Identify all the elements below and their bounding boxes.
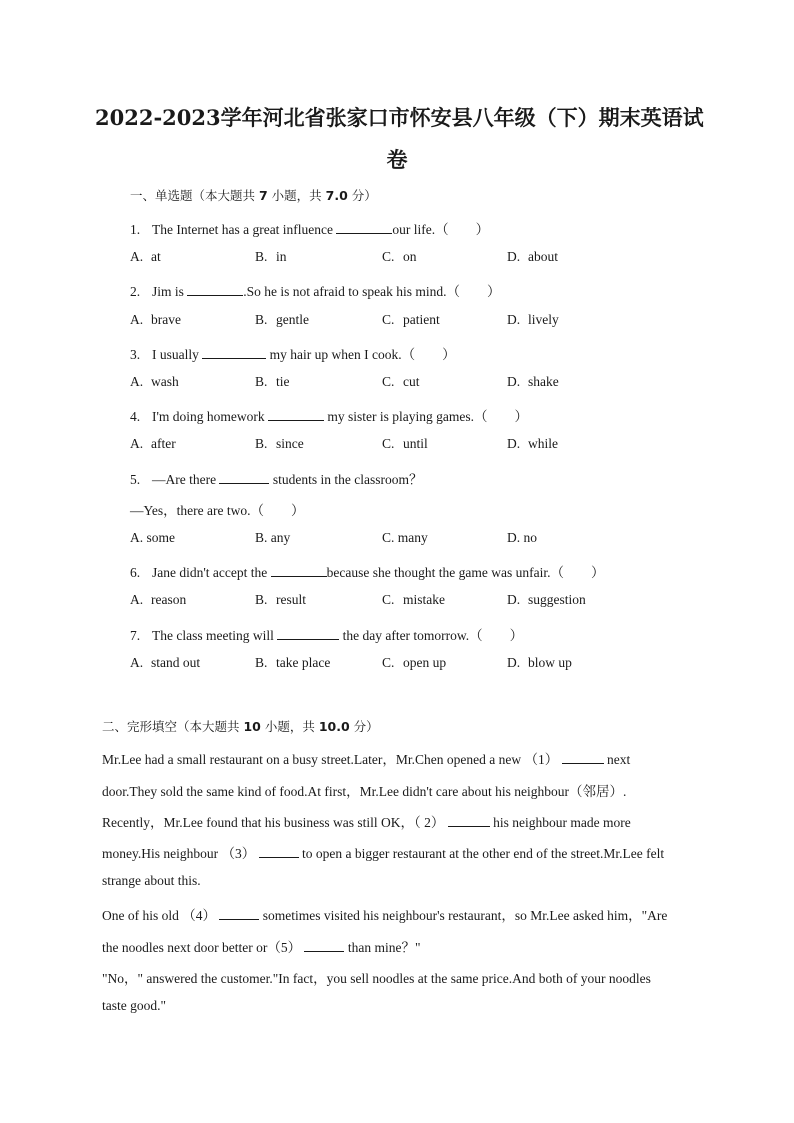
- section-1-score: 7.0: [325, 188, 348, 203]
- passage-text: Recently，Mr.Lee found that his business was still OK，（ 2）: [102, 815, 448, 830]
- passage-text: the noodles next door better or（5）: [102, 940, 305, 955]
- passage-line-7: [102, 936, 420, 956]
- option-letter: C.: [382, 436, 395, 451]
- option-letter: A.: [130, 249, 144, 264]
- option-text: some: [146, 530, 175, 545]
- passage-line-3: [102, 811, 631, 831]
- option-text: wash: [151, 374, 179, 389]
- question-text: —Are there: [152, 472, 220, 487]
- option-letter: A.: [130, 374, 144, 389]
- option-text: while: [528, 436, 558, 451]
- question-2: [130, 280, 501, 300]
- question-text: Jim is: [152, 284, 188, 299]
- question-number: 4.: [130, 409, 141, 424]
- option-text: patient: [403, 312, 440, 327]
- answer-blank: [336, 221, 392, 234]
- section-1-count: 7: [258, 188, 268, 203]
- cloze-blank-3: [259, 845, 299, 858]
- passage-text: door.They sold the same kind of food.At first，Mr.Lee didn't care about his neighbour（邻居）.: [102, 784, 627, 799]
- section-2-heading-prefix: 二、完形填空（本大题共: [102, 719, 244, 734]
- section-2-heading: [102, 717, 379, 735]
- answer-blank: [187, 283, 243, 296]
- question-5: [130, 468, 422, 488]
- question-number: 7.: [130, 628, 141, 643]
- section-1-heading: [130, 186, 377, 204]
- option-letter: D.: [507, 592, 521, 607]
- option-text: at: [151, 249, 161, 264]
- option-letter: D.: [507, 436, 521, 451]
- option-text: no: [523, 530, 537, 545]
- option-text: about: [528, 249, 558, 264]
- option-letter: C.: [382, 374, 395, 389]
- option-d: [507, 374, 559, 390]
- option-text: cut: [403, 374, 420, 389]
- answer-blank: [219, 471, 269, 484]
- passage-text: than mine？": [344, 940, 421, 955]
- option-letter: A.: [130, 530, 144, 545]
- passage-line-8: [102, 967, 651, 987]
- option-letter: B.: [255, 249, 268, 264]
- question-text: because she thought the game was unfair.（ ）: [326, 565, 605, 580]
- option-text: in: [276, 249, 287, 264]
- option-text: reason: [151, 592, 187, 607]
- option-b: [255, 249, 287, 265]
- option-text: shake: [528, 374, 559, 389]
- cloze-blank-1: [562, 751, 604, 764]
- option-b: [255, 592, 306, 608]
- option-letter: B.: [255, 436, 268, 451]
- section-2-count: 10: [243, 719, 261, 734]
- cloze-blank-2: [448, 814, 490, 827]
- option-text: many: [397, 530, 428, 545]
- option-letter: C.: [382, 312, 395, 327]
- passage-line-6: [102, 904, 667, 924]
- section-1-heading-suffix: 分）: [347, 188, 377, 203]
- option-d: [507, 436, 558, 452]
- option-letter: A.: [130, 436, 144, 451]
- option-letter: C.: [382, 249, 395, 264]
- option-text: suggestion: [528, 592, 586, 607]
- cloze-blank-5: [304, 939, 344, 952]
- passage-text: taste good.": [102, 998, 166, 1013]
- option-letter: D.: [507, 374, 521, 389]
- option-letter: B.: [255, 530, 268, 545]
- option-text: tie: [276, 374, 290, 389]
- question-text: my sister is playing games.（ ）: [324, 409, 529, 424]
- passage-text: Mr.Lee had a small restaurant on a busy street.Later，Mr.Chen opened a new （1）: [102, 752, 562, 767]
- cloze-blank-4: [219, 907, 259, 920]
- section-1-heading-prefix: 一、单选题（本大题共: [130, 188, 259, 203]
- option-a: [130, 436, 176, 452]
- passage-text: sometimes visited his neighbour's restaurant，so Mr.Lee asked him，"Are: [259, 908, 668, 923]
- exam-title-line-2: 卷: [386, 147, 408, 172]
- passage-line-2: [102, 780, 626, 800]
- option-c: [382, 592, 445, 608]
- option-c: [382, 436, 428, 452]
- question-3: [130, 343, 456, 363]
- option-b: [255, 312, 309, 328]
- option-text: open up: [403, 655, 447, 670]
- option-letter: C.: [382, 592, 395, 607]
- option-letter: B.: [255, 312, 268, 327]
- passage-text: strange about this.: [102, 873, 201, 888]
- exam-title: [95, 97, 704, 181]
- question-number: 5.: [130, 472, 141, 487]
- option-letter: C.: [382, 530, 395, 545]
- question-text: The class meeting will: [152, 628, 278, 643]
- option-c: [382, 374, 420, 390]
- option-text: any: [270, 530, 291, 545]
- option-letter: B.: [255, 655, 268, 670]
- option-text: mistake: [403, 592, 445, 607]
- option-letter: A.: [130, 655, 144, 670]
- question-text: our life.（ ）: [392, 222, 490, 237]
- question-number: 6.: [130, 565, 141, 580]
- passage-text: "No，" answered the customer."In fact，you sell noodles at the same price.And both of your noodles: [102, 971, 651, 986]
- option-a: [130, 655, 200, 671]
- option-letter: A.: [130, 312, 144, 327]
- option-b: [255, 374, 290, 390]
- option-letter: D.: [507, 249, 521, 264]
- question-text: the day after tomorrow.（ ）: [339, 628, 524, 643]
- option-d: [507, 530, 537, 546]
- option-d: [507, 249, 558, 265]
- answer-blank: [202, 346, 266, 359]
- question-text: .So he is not afraid to speak his mind.（ ）: [243, 284, 501, 299]
- answer-blank: [271, 564, 327, 577]
- option-text: since: [276, 436, 304, 451]
- passage-line-1: [102, 748, 630, 768]
- question-6: [130, 561, 604, 581]
- answer-blank: [268, 408, 324, 421]
- question-number: 3.: [130, 347, 141, 362]
- question-text: I'm doing homework: [152, 409, 269, 424]
- question-text: The Internet has a great influence: [152, 222, 337, 237]
- option-d: [507, 312, 559, 328]
- question-5-response: [130, 499, 304, 519]
- option-c: [382, 530, 428, 546]
- option-letter: D.: [507, 312, 521, 327]
- option-b: [255, 436, 304, 452]
- option-a: [130, 592, 186, 608]
- question-text: Jane didn't accept the: [152, 565, 271, 580]
- question-text: students in the classroom？: [269, 472, 423, 487]
- option-b: [255, 530, 290, 546]
- option-letter: B.: [255, 374, 268, 389]
- passage-text: next: [603, 752, 631, 767]
- question-7: [130, 624, 523, 644]
- option-c: [382, 655, 446, 671]
- passage-text: his neighbour made more: [489, 815, 631, 830]
- question-1: [130, 218, 489, 238]
- option-text: gentle: [276, 312, 309, 327]
- option-letter: B.: [255, 592, 268, 607]
- option-text: take place: [276, 655, 331, 670]
- answer-blank: [277, 627, 339, 640]
- option-text: after: [151, 436, 176, 451]
- option-text: brave: [151, 312, 181, 327]
- option-c: [382, 312, 440, 328]
- option-b: [255, 655, 330, 671]
- question-4: [130, 405, 528, 425]
- question-text: —Yes，there are two.（ ）: [130, 503, 305, 518]
- option-letter: D.: [507, 655, 521, 670]
- option-c: [382, 249, 417, 265]
- passage-line-5: [102, 873, 201, 889]
- option-text: until: [403, 436, 428, 451]
- option-text: blow up: [528, 655, 572, 670]
- option-a: [130, 249, 161, 265]
- passage-line-9: [102, 998, 166, 1014]
- question-text: my hair up when I cook.（ ）: [266, 347, 456, 362]
- option-d: [507, 655, 572, 671]
- option-letter: C.: [382, 655, 395, 670]
- passage-text: money.His neighbour （3）: [102, 846, 259, 861]
- exam-title-line-1: 2022-2023学年河北省张家口市怀安县八年级（下）期末英语试: [95, 105, 704, 130]
- question-number: 1.: [130, 222, 141, 237]
- question-number: 2.: [130, 284, 141, 299]
- section-2-score: 10.0: [318, 719, 350, 734]
- passage-line-4: [102, 842, 664, 862]
- option-letter: D.: [507, 530, 521, 545]
- option-text: lively: [528, 312, 559, 327]
- option-text: on: [403, 249, 417, 264]
- section-2-heading-mid: 小题，共: [260, 719, 319, 734]
- section-2-heading-suffix: 分）: [349, 719, 379, 734]
- question-text: I usually: [152, 347, 203, 362]
- option-a: [130, 312, 181, 328]
- passage-text: One of his old （4）: [102, 908, 220, 923]
- option-letter: A.: [130, 592, 144, 607]
- option-text: result: [276, 592, 306, 607]
- option-a: [130, 374, 179, 390]
- option-text: stand out: [151, 655, 201, 670]
- option-d: [507, 592, 586, 608]
- passage-text: to open a bigger restaurant at the other end of the street.Mr.Lee felt: [298, 846, 665, 861]
- section-1-heading-mid: 小题，共: [267, 188, 326, 203]
- option-a: [130, 530, 175, 546]
